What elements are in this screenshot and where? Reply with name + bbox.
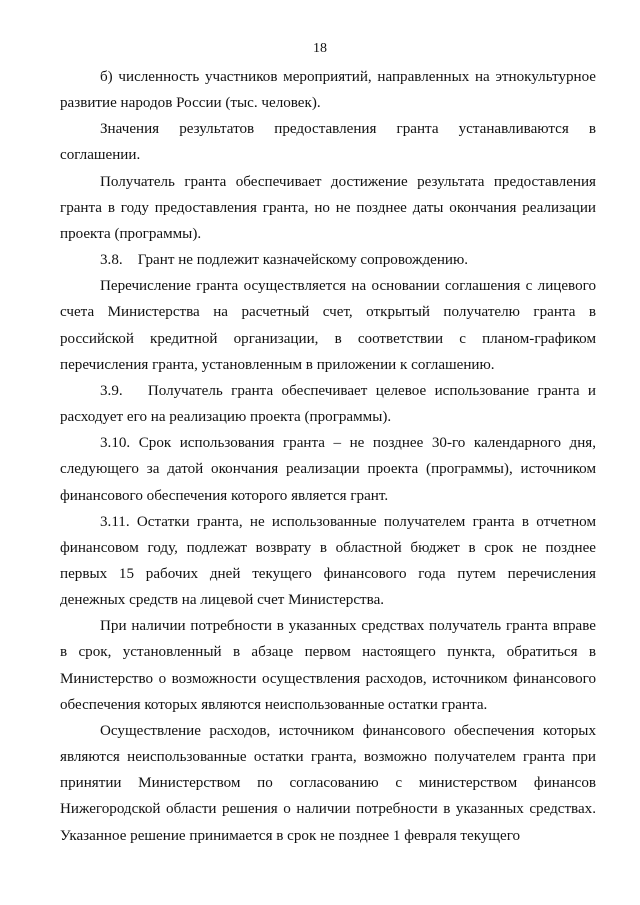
page-number: 18 — [313, 41, 327, 56]
paragraph: При наличии потребности в указанных средствах получатель гранта вправе в срок, установленный в абзаце первом настоящего пункта, обратиться в Министерство о возможности осуществления расходов, источником финансового обеспечения которых являются неиспользованные остатки гранта. — [60, 618, 596, 713]
paragraph: Осуществление расходов, источником финансового обеспечения которых являются неиспользованные остатки гранта, возможно получателем гранта при принятии Министерством по согласованию с министерством финансов Нижегородской области решения о наличии потребности в указанных средствах. Указанное решение принимается в срок не позднее 1 февраля текущего — [60, 722, 596, 844]
paragraph: Перечисление гранта осуществляется на основании соглашения с лицевого счета Министерства на расчетный счет, открытый получателю гранта в российской кредитной организации, в соответствии с планом-графиком перечисления гранта, установленным в приложении к соглашению. — [60, 278, 596, 373]
paragraph: 3.10. Срок использования гранта – не позднее 30-го календарного дня, следующего за датой окончания реализации проекта (программы), источником финансового обеспечения которого является грант. — [60, 435, 596, 504]
paragraph: Значения результатов предоставления гранта устанавливаются в соглашении. — [60, 121, 596, 164]
paragraph: Получатель гранта обеспечивает достижение результата предоставления гранта в году предоставления гранта, но не позднее даты окончания реализации проекта (программы). — [60, 173, 596, 242]
paragraph: 3.11. Остатки гранта, не использованные получателем гранта в отчетном финансовом году, подлежат возврату в областной бюджет в срок не позднее первых 15 рабочих дней текущего финансового года путем перечисления денежных средств на лицевой счет Министерства. — [60, 513, 596, 609]
document-body — [60, 64, 596, 849]
paragraph: 3.9. Получатель гранта обеспечивает целевое использование гранта и расходует его на реализацию проекта (программы). — [60, 382, 596, 426]
paragraph: б) численность участников мероприятий, направленных на этнокультурное развитие народов России (тыс. человек). — [60, 69, 596, 112]
paragraph: 3.8. Грант не подлежит казначейскому сопровождению. — [100, 252, 469, 269]
